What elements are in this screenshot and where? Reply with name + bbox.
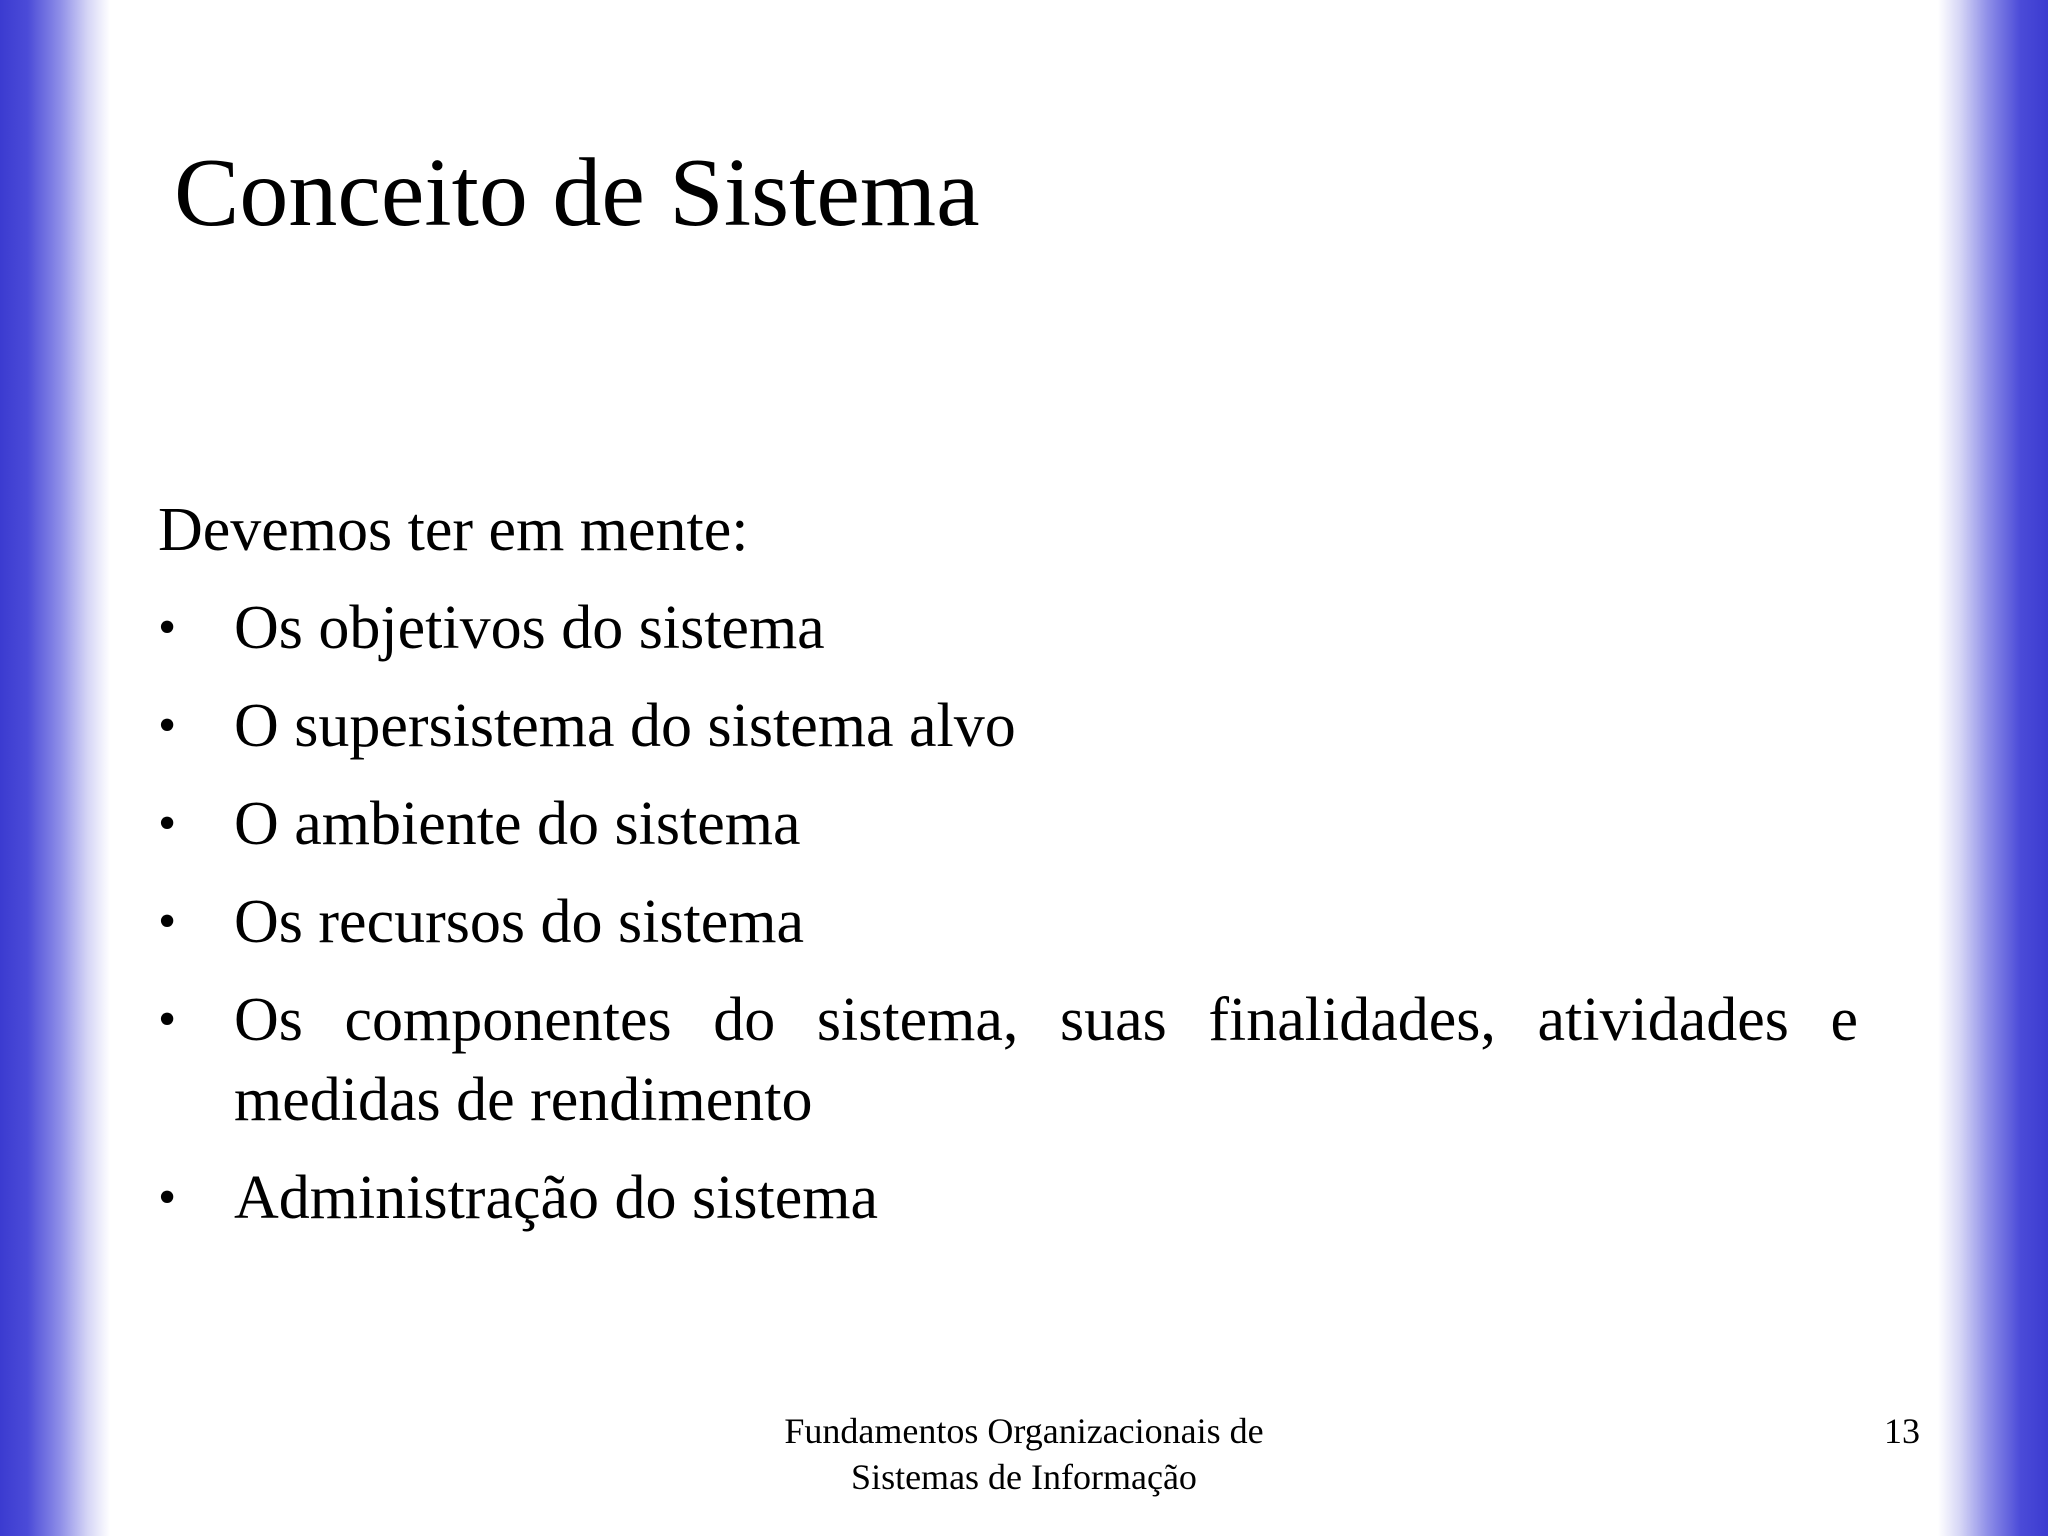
bullet-icon: • [158, 795, 177, 852]
list-item [158, 980, 1858, 1140]
list-item [158, 784, 1858, 864]
bullet-text: Os recursos do sistema [234, 888, 804, 956]
bullet-icon: • [158, 1169, 177, 1226]
bullet-list [158, 588, 1858, 1238]
intro-text: Devemos ter em mente: [158, 496, 749, 564]
left-gradient-border [0, 0, 110, 1536]
bullet-icon: • [158, 599, 177, 656]
page-number: 13 [1884, 1411, 1920, 1451]
bullet-text: Administração do sistema [234, 1164, 878, 1232]
slide-body [158, 490, 1858, 1256]
bullet-text: Os componentes do sistema, suas finalidades, atividades e medidas de rendimento [234, 986, 1858, 1134]
bullet-text: O ambiente do sistema [234, 790, 801, 858]
bullet-icon: • [158, 991, 177, 1048]
bullet-text: O supersistema do sistema alvo [234, 692, 1016, 760]
slide-title: Conceito de Sistema [174, 139, 980, 247]
footer-course-title [690, 1408, 1358, 1500]
list-item [158, 588, 1858, 668]
list-item [158, 686, 1858, 766]
footer-line-1: Fundamentos Organizacionais de [784, 1411, 1264, 1451]
bullet-text: Os objetivos do sistema [234, 594, 825, 662]
bullet-icon: • [158, 893, 177, 950]
footer-line-2: Sistemas de Informação [851, 1457, 1197, 1497]
right-gradient-border [1938, 0, 2048, 1536]
list-item [158, 882, 1858, 962]
bullet-icon: • [158, 697, 177, 754]
list-item [158, 1158, 1858, 1238]
